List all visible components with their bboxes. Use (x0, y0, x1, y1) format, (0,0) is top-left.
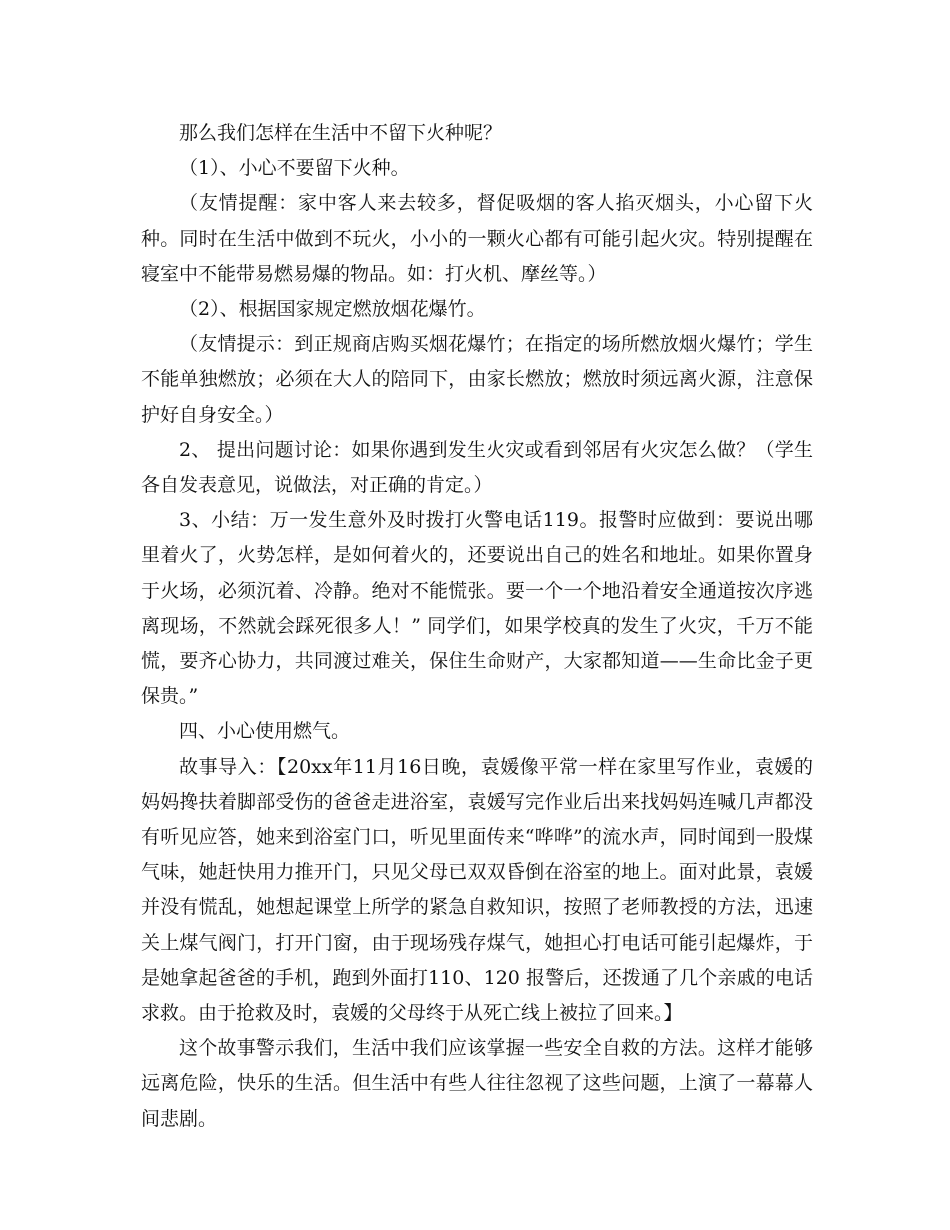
paragraph-summary: 3、小结：万一发生意外及时拨打火警电话119。报警时应做到：要说出哪里着火了，火势怎样，是如何着火的，还要说出自己的姓名和地址。如果你置身于火场，必须沉着、冷静。绝对不能慌张。要一个一个地沿着安全通道按次序逃离现场，不然就会踩死很多人！” 同学们，如果学校真的发生了火灾，千万不能慌，要齐心协力，共同渡过难关，保住生命财产，大家都知道——生命比金子更保贵。” (141, 509, 813, 708)
paragraph-item-2: （2）、根据国家规定燃放烟花爆竹。 (179, 298, 486, 321)
paragraph-discussion: 2、 提出问题讨论：如果你遇到发生火灾或看到邻居有火灾怎么做？（学生各自发表意见，说做法，对正确的肯定。） (141, 438, 813, 497)
paragraph-item-1: （1）、小心不要留下火种。 (179, 157, 410, 180)
paragraph-story: 故事导入：【20xx年11月16日晚，袁媛像平常一样在家里写作业，袁媛的妈妈搀扶着脚部受伤的爸爸走进浴室，袁媛写完作业后出来找妈妈连喊几声都没有听见应答，她来到浴室门口，听见里面传来“哗哗”的流水声，同时闻到一股煤气味，她赶快用力推开门，只见父母已双双昏倒在浴室的地上。面对此景，袁媛并没有慌乱，她想起课堂上所学的紧急自救知识，按照了老师教授的方法，迅速关上煤气阀门，打开门窗，由于现场残存煤气，她担心打电话可能引起爆炸，于是她拿起爸爸的手机，跑到外面打110、120 报警后，还拨通了几个亲戚的电话求救。由于抢救及时，袁媛的父母终于从死亡线上被拉了回来。】 (141, 755, 813, 1025)
paragraph-fire-question: 那么我们怎样在生活中不留下火种呢？ (179, 122, 503, 144)
paragraph-friendly-tip: （友情提示：到正规商店购买烟花爆竹；在指定的场所燃放烟火爆竹；学生不能单独燃放；必须在大人的陪同下，由家长燃放；燃放时须远离火源，注意保护好自身安全。） (141, 333, 813, 426)
paragraph-friendly-reminder: （友情提醒：家中客人来去较多，督促吸烟的客人掐灭烟头，小心留下火种。同时在生活中做到不玩火，小小的一颗火心都有可能引起火灾。特别提醒在寝室中不能带易燃易爆的物品。如：打火机、摩丝等。） (141, 192, 813, 285)
paragraph-conclusion: 这个故事警示我们，生活中我们应该掌握一些安全自救的方法。这样才能够远离危险，快乐的生活。但生活中有些人往往忽视了这些问题，上演了一幕幕人间悲剧。 (141, 1037, 813, 1130)
document-body (141, 116, 813, 1137)
paragraph-section-gas: 四、小心使用燃气。 (179, 720, 351, 743)
